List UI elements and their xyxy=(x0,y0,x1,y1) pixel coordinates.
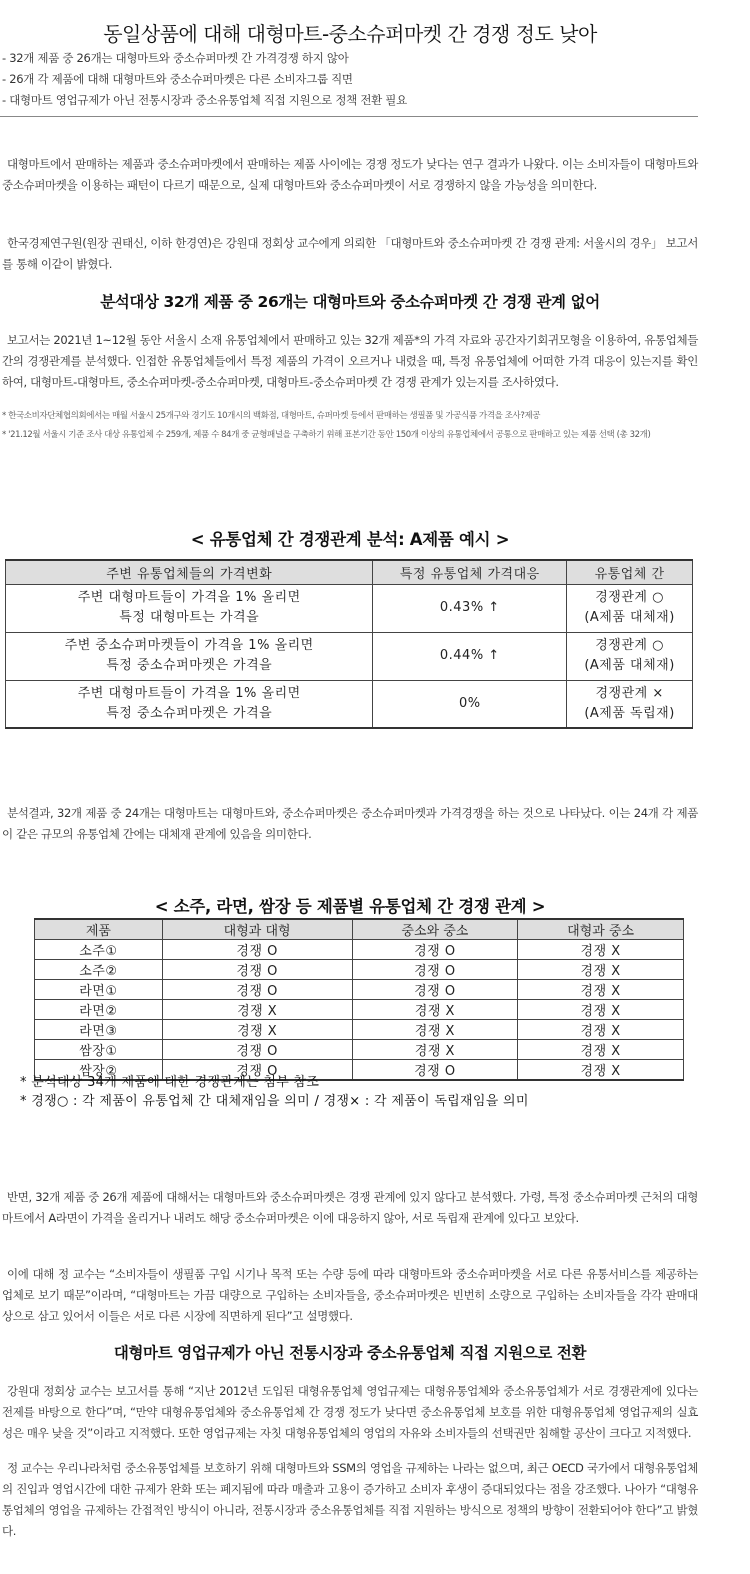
cell-line: (A제품 대체재) xyxy=(584,658,675,673)
price-response-cell: 0% xyxy=(373,680,567,728)
table-row xyxy=(35,1020,684,1040)
summary-bullet: - 26개 각 제품에 대해 대형마트와 중소슈퍼마켓은 다른 소비자그룹 직면 xyxy=(2,72,353,86)
column-header: 제품 xyxy=(35,919,163,940)
small-small-cell: 경쟁 O xyxy=(352,1060,518,1081)
large-large-cell: 경쟁 X xyxy=(162,1000,352,1020)
product-cell: 라면③ xyxy=(35,1020,163,1040)
paragraph-source: 한국경제연구원(원장 권태신, 이하 한경연)은 강원대 정회상 교수에게 의뢰한 「대형마트와 중소슈퍼마켓 간 경쟁 관계: 서울시의 경우」 보고서를 통해 이같이 밝혔다. xyxy=(2,236,698,271)
cell-line: 특정 중소슈퍼마켓은 가격을 xyxy=(106,705,273,721)
cell-line: 경쟁관계 ○ xyxy=(595,590,664,605)
small-small-cell: 경쟁 O xyxy=(352,980,518,1000)
table-row xyxy=(35,1040,684,1060)
large-small-cell: 경쟁 X xyxy=(518,1020,684,1040)
large-large-cell: 경쟁 O xyxy=(162,1040,352,1060)
header-divider xyxy=(0,116,698,117)
column-header: 주변 유통업체들의 가격변화 xyxy=(6,560,373,584)
relation-cell xyxy=(567,680,693,728)
cell-line: 경쟁관계 × xyxy=(595,685,664,701)
table-row xyxy=(35,940,684,960)
cell-line: 경쟁관계 ○ xyxy=(595,638,664,653)
price-change-cell xyxy=(6,680,373,728)
large-small-cell: 경쟁 X xyxy=(518,1000,684,1020)
small-small-cell: 경쟁 O xyxy=(352,960,518,980)
product-cell: 소주① xyxy=(35,940,163,960)
table-row xyxy=(35,1000,684,1020)
product-cell: 소주② xyxy=(35,960,163,980)
table-note: * 경쟁○ : 각 제품이 유통업체 간 대체재임을 의미 / 경쟁× : 각 제품이 독립재임을 의미 xyxy=(20,1094,529,1109)
paragraph-results: 분석결과, 32개 제품 중 24개는 대형마트는 대형마트와, 중소슈퍼마켓은 중소슈퍼마켓과 가격경쟁을 하는 것으로 나타났다. 이는 24개 각 제품이 같은 규모의 유통업체 간에는 대체재 관계에 있음을 의미한다. xyxy=(2,806,698,841)
price-response-cell: 0.43% ↑ xyxy=(373,584,567,632)
paragraph-method: 보고서는 2021년 1~12월 동안 서울시 소재 유통업체에서 판매하고 있는 32개 제품*의 가격 자료와 공간자기회귀모형을 이용하여, 유통업체들 간의 경쟁관계를 분석했다. 인접한 유통업체들에서 특정 제품의 가격이 오르거나 내렸을 때, 특정 유통업체에 어떠한 가격 대응이 있는지를 확인하여, 대형마트-대형마트, 중소슈퍼마켓-중소슈퍼마켓, 대형마트-중소슈퍼마켓 간 경쟁 관계가 있는지를 조사하였다. xyxy=(2,333,698,389)
table2-title: < 소주, 라면, 쌈장 등 제품별 유통업체 간 경쟁 관계 > xyxy=(154,897,546,916)
table-row xyxy=(6,632,693,680)
small-small-cell: 경쟁 X xyxy=(352,1020,518,1040)
cell-line: 주변 대형마트들이 가격을 1% 올리면 xyxy=(77,590,301,605)
column-header: 유통업체 간 xyxy=(567,560,693,584)
section-heading-analysis: 분석대상 32개 제품 중 26개는 대형마트와 중소슈퍼마켓 간 경쟁 관계 없어 xyxy=(100,293,600,311)
large-large-cell: 경쟁 O xyxy=(162,980,352,1000)
footnote: * 한국소비자단체협의회에서는 매월 서울시 25개구와 경기도 10개시의 백화점, 대형마트, 슈퍼마켓 등에서 판매하는 생필품 및 가공식품 가격을 조사?제공 xyxy=(2,411,541,421)
product-competition-table xyxy=(34,918,684,1081)
cell-line: 특정 대형마트는 가격을 xyxy=(119,610,260,625)
small-small-cell: 경쟁 X xyxy=(352,1000,518,1020)
article-title: 동일상품에 대해 대형마트-중소슈퍼마켓 간 경쟁 정도 낮아 xyxy=(103,22,597,46)
paragraph-policy: 강원대 정회상 교수는 보고서를 통해 “지난 2012년 도입된 대형유통업체 영업규제는 대형유통업체와 중소유통업체가 서로 경쟁관계에 있다는 전제를 바탕으로 한다”며, “만약 대형유통업체와 중소유통업체 간 경쟁 정도가 낮다면 중소유통업체 보호를 위한 대형유통업체 영업규제의 실효성은 매우 낮을 것”이라고 지적했다. 또한 영업규제는 자칫 대형유통업체의 영업의 자유와 소비자들의 선택권만 침해할 공산이 크다고 지적했다. xyxy=(2,1384,698,1440)
column-header: 대형과 중소 xyxy=(518,919,684,940)
product-cell: 쌈장① xyxy=(35,1040,163,1060)
large-large-cell: 경쟁 O xyxy=(162,960,352,980)
relation-cell xyxy=(567,632,693,680)
competition-example-table xyxy=(5,559,693,729)
large-small-cell: 경쟁 X xyxy=(518,980,684,1000)
cell-line: (A제품 독립재) xyxy=(584,705,675,721)
table-header-row xyxy=(6,560,693,584)
cell-line: 특정 중소슈퍼마켓은 가격을 xyxy=(106,658,273,673)
summary-bullets xyxy=(2,48,702,111)
paragraph-contrast: 반면, 32개 제품 중 26개 제품에 대해서는 대형마트와 중소슈퍼마켓은 경쟁 관계에 있지 않다고 분석했다. 가령, 특정 중소슈퍼마켓 근처의 대형마트에서 A라면이 가격을 올리거나 내려도 해당 중소슈퍼마켓은 이에 대응하지 않아, 서로 독립재 관계에 있다고 보았다. xyxy=(2,1190,698,1225)
large-small-cell: 경쟁 X xyxy=(518,1040,684,1060)
price-change-cell xyxy=(6,632,373,680)
large-large-cell: 경쟁 O xyxy=(162,940,352,960)
product-cell: 쌈장② xyxy=(35,1060,163,1081)
table-note: * 분석대상 34개 제품에 대한 경쟁관계는 첨부 참조 xyxy=(20,1075,320,1090)
paragraph-intro: 대형마트에서 판매하는 제품과 중소슈퍼마켓에서 판매하는 제품 사이에는 경쟁 정도가 낮다는 연구 결과가 나왔다. 이는 소비자들이 대형마트와 중소슈퍼마켓을 이용하는 패턴이 다르기 때문으로, 실제 대형마트와 중소슈퍼마켓이 서로 경쟁하지 않을 가능성을 의미한다. xyxy=(2,157,698,192)
large-large-cell: 경쟁 X xyxy=(162,1020,352,1040)
price-change-cell xyxy=(6,584,373,632)
column-header: 특정 유통업체 가격대응 xyxy=(373,560,567,584)
cell-line: 주변 중소슈퍼마켓들이 가격을 1% 올리면 xyxy=(64,638,314,653)
product-cell: 라면① xyxy=(35,980,163,1000)
paragraph-quote: 이에 대해 정 교수는 “소비자들이 생필품 구입 시기나 목적 또는 수량 등에 따라 대형마트와 중소슈퍼마켓을 서로 다른 유통서비스를 제공하는 업체로 보기 때문”이라며, “대형마트는 가끔 대량으로 구입하는 소비자들을, 중소슈퍼마켓은 빈번히 소량으로 구입하는 소비자들을 각각 판매대상으로 삼고 있어서 이들은 서로 다른 시장에 직면하게 된다”고 설명했다. xyxy=(2,1267,698,1323)
summary-bullet: - 32개 제품 중 26개는 대형마트와 중소슈퍼마켓 간 가격경쟁 하지 않아 xyxy=(2,51,349,65)
column-header: 중소와 중소 xyxy=(352,919,518,940)
table-row xyxy=(6,584,693,632)
small-small-cell: 경쟁 X xyxy=(352,1040,518,1060)
table-row xyxy=(35,980,684,1000)
price-response-cell: 0.44% ↑ xyxy=(373,632,567,680)
summary-bullet: - 대형마트 영업규제가 아닌 전통시장과 중소유통업체 직접 지원으로 정책 전환 필요 xyxy=(2,93,407,107)
cell-line: (A제품 대체재) xyxy=(584,610,675,625)
small-small-cell: 경쟁 O xyxy=(352,940,518,960)
large-large-cell: 경쟁 O xyxy=(162,1060,352,1081)
large-small-cell: 경쟁 X xyxy=(518,940,684,960)
footnote: * '21.12월 서울시 기준 조사 대상 유통업체 수 259개, 제품 수 84개 중 균형패널을 구축하기 위해 표본기간 동안 150개 이상의 유통업체에서 공통으로 판매하고 있는 제품 선택 (총 32개) xyxy=(2,430,651,440)
paragraph-oecd: 정 교수는 우리나라처럼 중소유통업체를 보호하기 위해 대형마트와 SSM의 영업을 규제하는 나라는 없으며, 최근 OECD 국가에서 대형유통업체의 진입과 영업시간에 대한 규제가 완화 또는 폐지됨에 따라 매출과 고용이 증가하고 소비자 후생이 증대되었다는 점을 강조했다. 나아가 “대형유통업체의 영업을 규제하는 간접적인 방식이 아니라, 전통시장과 중소유통업체를 직접 지원하는 방식으로 정책의 방향이 전환되어야 한다”고 밝혔다. xyxy=(2,1461,698,1538)
product-cell: 라면② xyxy=(35,1000,163,1020)
column-header: 대형과 대형 xyxy=(162,919,352,940)
table2-notes xyxy=(20,1073,700,1111)
relation-cell xyxy=(567,584,693,632)
table-header-row xyxy=(35,919,684,940)
large-small-cell: 경쟁 X xyxy=(518,1060,684,1081)
table-row xyxy=(35,960,684,980)
section-heading-policy: 대형마트 영업규제가 아닌 전통시장과 중소유통업체 직접 지원으로 전환 xyxy=(113,1344,587,1362)
table1-title: < 유통업체 간 경쟁관계 분석: A제품 예시 > xyxy=(190,530,510,549)
table-row xyxy=(6,680,693,728)
large-small-cell: 경쟁 X xyxy=(518,960,684,980)
cell-line: 주변 대형마트들이 가격을 1% 올리면 xyxy=(77,685,301,701)
